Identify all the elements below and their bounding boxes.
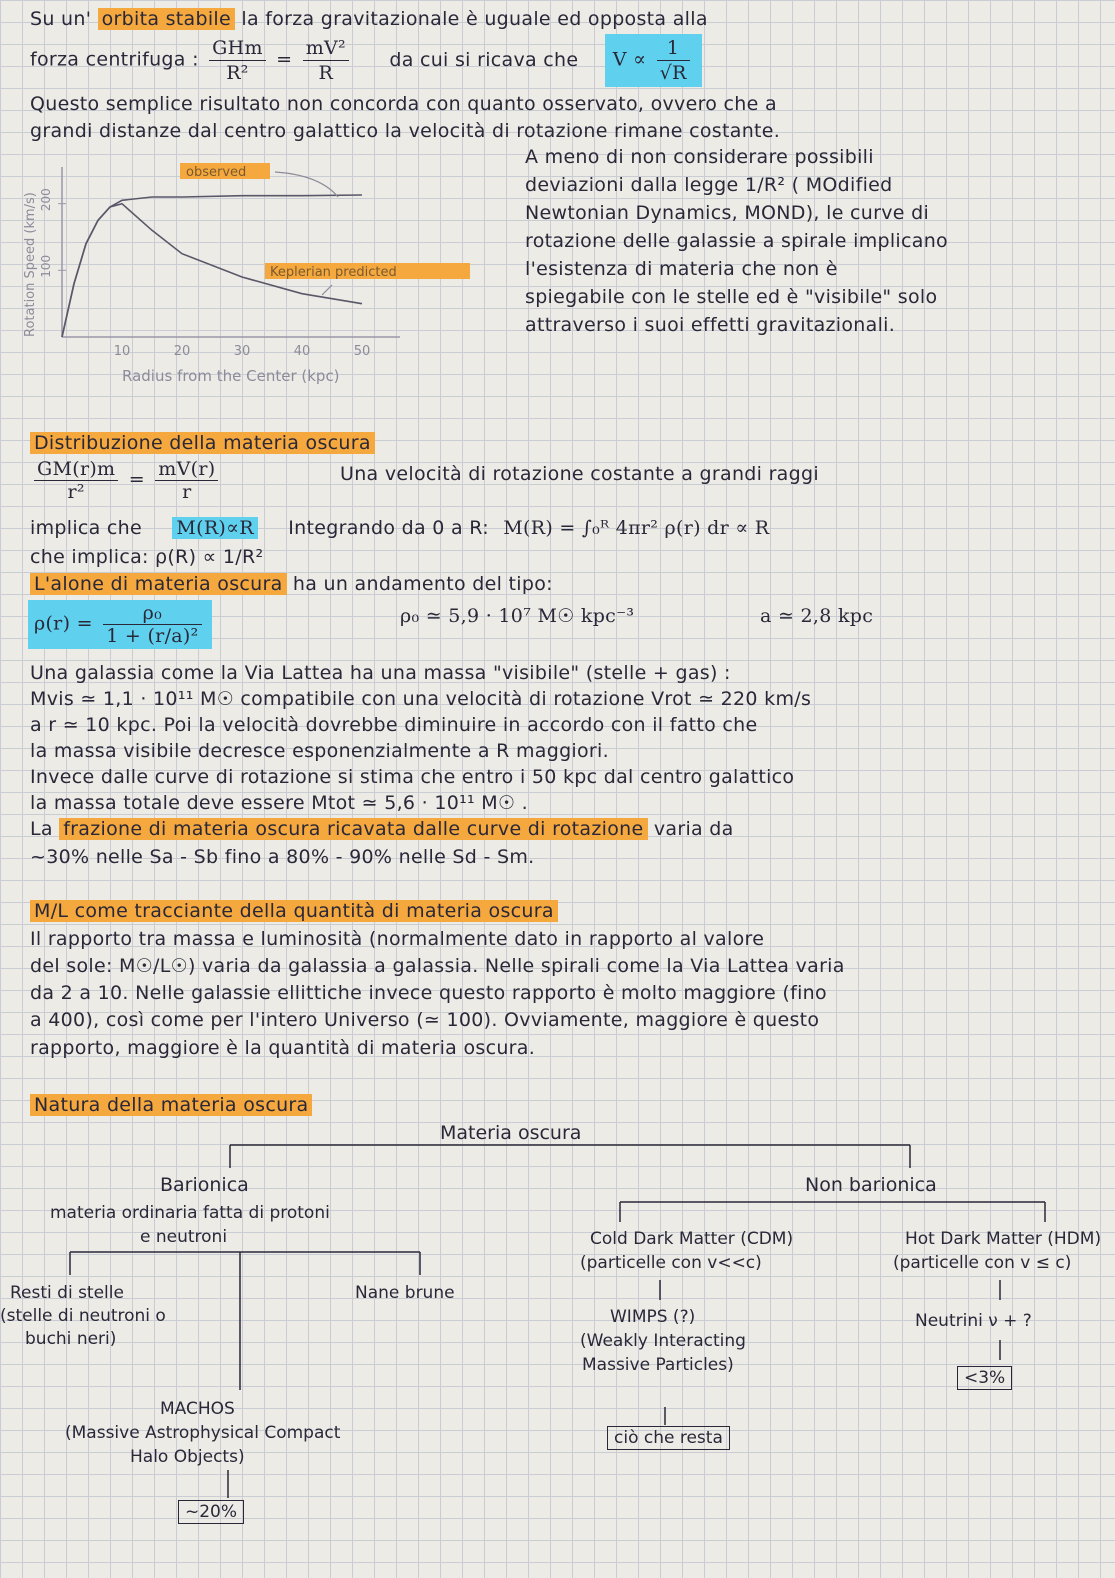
y-axis-label: Rotation Speed (km/s) [23,192,38,337]
line-alone [30,573,553,595]
x-tick-label: 30 [233,344,251,359]
denominator: R² [226,61,249,84]
node-neutrini-percentage: <3% [957,1366,1012,1390]
mond-line: l'esistenza di materia che non è [525,258,838,280]
text: Integrando da 0 a R: [288,517,489,539]
node-barionica: Barionica [160,1174,249,1196]
node-nane-brune: Nane brune [355,1283,455,1303]
line-velocita-costante: Una velocità di rotazione costante a grandi raggi [340,463,819,485]
predicted-arrow [322,285,332,295]
line-ml-3: da 2 a 10. Nelle galassie ellittiche invece questo rapporto è molto maggiore (fino [30,982,827,1004]
rotation-curve-chart [20,145,500,405]
line-ml-1: Il rapporto tra massa e luminosità (normalmente dato in rapporto al valore [30,928,765,950]
denominator: √R [659,62,687,84]
mond-line: rotazione delle galassie a spirale implicano [525,230,948,252]
mond-line: Newtonian Dynamics, MOND), le curve di [525,202,930,224]
line-ml-5: rapporto, maggiore è la quantità di materia oscura. [30,1037,536,1059]
mond-line: attraverso i suoi effetti gravitazionali. [525,314,896,336]
node-hdm-2: (particelle con v ≤ c) [893,1253,1072,1273]
highlight-alone: L'alone di materia oscura [30,573,287,595]
text: La [30,818,53,840]
section-title-ml [30,900,558,922]
node-materia-oscura: Materia oscura [440,1122,582,1144]
line-invece: Invece dalle curve di rotazione si stima che entro i 50 kpc dal centro galattico [30,766,795,788]
observed-arrow [275,172,338,197]
mond-line: A meno di non considerare possibili [525,146,874,168]
highlight-frazione: frazione di materia oscura ricavata dalle curve di rotazione [59,818,647,840]
x-tick-label: 50 [353,344,371,359]
title-text: Natura della materia oscura [30,1094,312,1116]
node-neutrini: Neutrini ν + ? [915,1311,1032,1331]
numerator: mV² [303,36,349,61]
line-mvis: Mvis ≃ 1,1 · 10¹¹ M☉ compatibile con una velocità di rotazione Vrot ≃ 220 km/s [30,688,812,710]
numerator: GM(r)m [34,458,118,481]
line-frazione [30,818,734,840]
x-axis-label: Radius from the Center (kpc) [122,367,340,385]
denominator: r² [67,481,85,503]
line-percentuali: ~30% nelle Sa - Sb fino a 80% - 90% nelle Sd - Sm. [30,846,535,868]
section-title-distribuzione [30,432,375,454]
node-cdm: Cold Dark Matter (CDM) [590,1229,794,1249]
line-implica [30,517,769,539]
line-orbita [30,8,708,30]
equals-sign: = [128,468,145,491]
x-tick-label: 20 [173,344,191,359]
line-via-lattea: Una galassia come la Via Lattea ha una massa "visibile" (stelle + gas) : [30,662,731,684]
numerator: GHm [209,36,266,61]
numerator: ρ₀ [103,602,201,625]
mond-line: deviazioni dalla legge 1/R² ( MOdified [525,174,893,196]
text: da cui si ricava che [389,48,579,71]
node-machos: MACHOS [160,1399,235,1419]
title-text: Distribuzione della materia oscura [30,432,375,454]
density-profile [28,600,212,649]
rho0-value: ρ₀ ≃ 5,9 · 10⁷ M☉ kpc⁻³ [400,605,635,627]
text: ρ(r) = [34,612,93,635]
line-che-implica: che implica: ρ(R) ∝ 1/R² [30,546,264,568]
mond-line: spiegabile con le stelle ed è "visibile" solo [525,286,938,308]
line-questo: Questo semplice risultato non concorda con quanto osservato, ovvero che a [30,93,777,115]
line-equilibrium-equation [30,458,222,503]
text: Su un' [30,8,92,30]
a-value: a ≃ 2,8 kpc [760,605,874,627]
node-machos-3: Halo Objects) [130,1447,245,1467]
observed-label: observed [186,165,247,180]
node-resti-stelle-3: buchi neri) [25,1329,117,1349]
node-wimps: WIMPS (?) [610,1307,696,1327]
numerator: mV(r) [155,458,218,481]
text: ha un andamento del tipo: [292,573,553,595]
fraction-gm [34,458,118,503]
text: V ∝ [612,48,647,71]
equals-sign: = [276,48,293,71]
fraction-density [103,602,201,647]
line-grandi: grandi distanze dal centro galattico la velocità di rotazione rimane costante. [30,120,781,142]
x-tick-label: 10 [113,344,131,359]
text: forza centrifuga : [30,48,199,71]
node-cdm-2: (particelle con v<<c) [580,1253,762,1273]
integral-mass: M(R) = ∫₀ᴿ 4πr² ρ(r) dr ∝ R [503,517,770,539]
line-r10kpc: a r ≃ 10 kpc. Poi la velocità dovrebbe diminuire in accordo con il fatto che [30,714,758,736]
fraction-mv [155,458,218,503]
numerator: 1 [657,36,690,61]
highlight-m-proportional-r: M(R)∝R [172,517,258,539]
y-tick-label: 100 [39,254,54,278]
x-tick-label: 40 [293,344,311,359]
highlight-density-profile [28,600,212,649]
node-machos-percentage: ~20% [178,1500,244,1524]
node-wimps-2: (Weakly Interacting [580,1331,746,1351]
node-resti-stelle-2: (stelle di neutroni o [0,1306,166,1326]
fraction-centrifugal [303,36,349,85]
node-resti-stelle: Resti di stelle [10,1283,124,1303]
text: implica che [30,517,143,539]
denominator: R [318,61,334,84]
y-tick-label: 200 [39,188,53,212]
node-cio-che-resta: ciò che resta [607,1426,730,1450]
line-mtot: la massa totale deve essere Mtot ≃ 5,6 · 10¹¹ M☉ . [30,792,528,814]
line-ml-4: a 400), così come per l'intero Universo (≃ 100). Ovviamente, maggiore è questo [30,1009,820,1031]
node-wimps-3: Massive Particles) [582,1355,734,1375]
node-non-barionica: Non barionica [805,1174,937,1196]
denominator: 1 + (r/a)² [106,625,199,647]
node-barionica-desc-2: e neutroni [140,1227,228,1247]
line-ml-2: del sole: M☉/L☉) varia da galassia a galassia. Nelle spirali come la Via Lattea varia [30,955,845,977]
highlight-orbita-stabile: orbita stabile [98,8,235,30]
node-machos-2: (Massive Astrophysical Compact [65,1423,341,1443]
title-text: M/L come tracciante della quantità di materia oscura [30,900,558,922]
line-forza-centrifuga [30,34,702,87]
fraction-gravity [209,36,266,85]
node-barionica-desc-1: materia ordinaria fatta di protoni [50,1203,330,1223]
highlight-v-proportional [605,34,702,87]
predicted-label: Keplerian predicted [270,265,397,280]
text: la forza gravitazionale è uguale ed opposta alla [241,8,708,30]
line-massa-visibile: la massa visibile decresce esponenzialmente a R maggiori. [30,740,609,762]
text: varia da [653,818,734,840]
fraction-sqrt-r [657,36,690,85]
denominator: r [182,481,192,503]
node-hdm: Hot Dark Matter (HDM) [905,1229,1102,1249]
